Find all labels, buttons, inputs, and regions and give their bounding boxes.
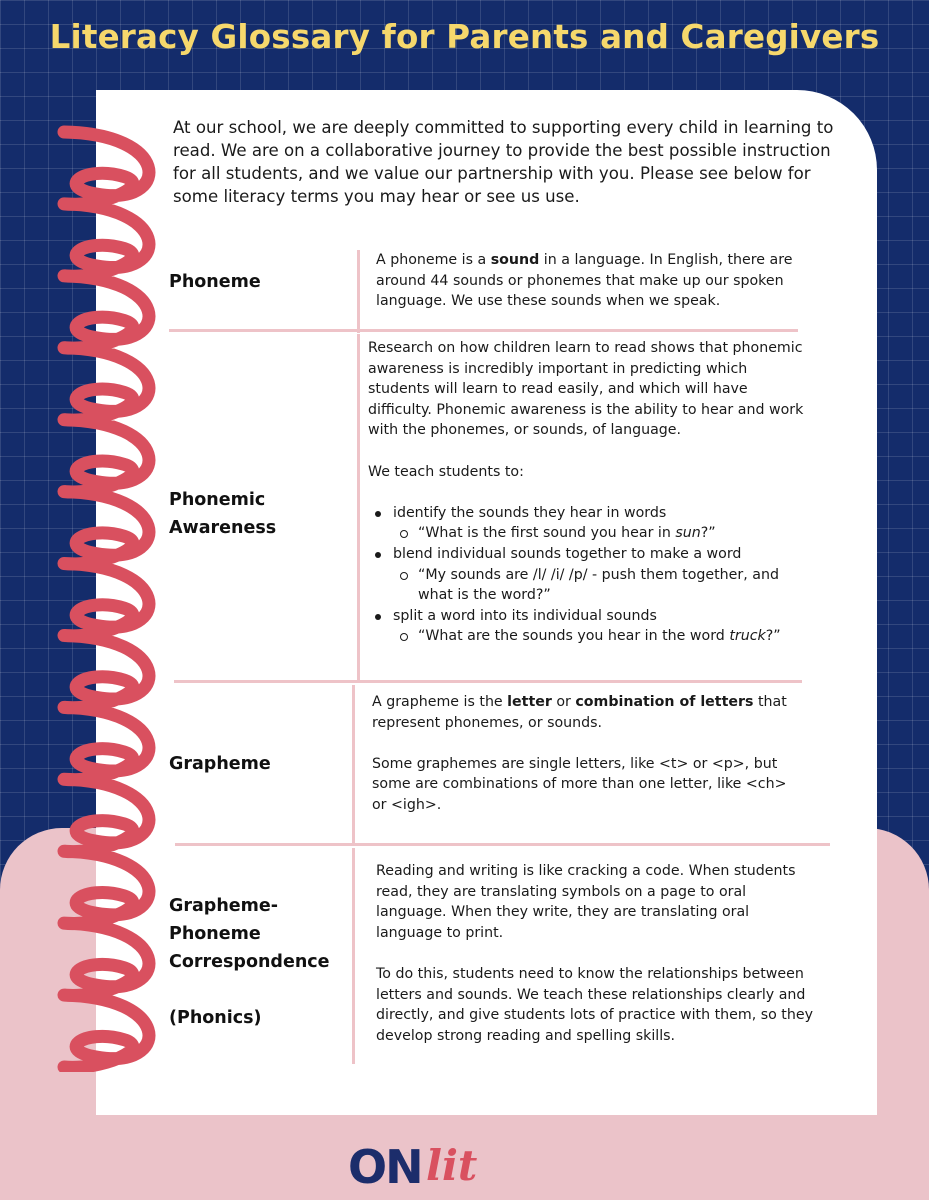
column-divider bbox=[357, 334, 360, 680]
term-phoneme: Phoneme bbox=[169, 272, 261, 292]
list-subitem: “My sounds are /l/ /i/ /p/ - push them together, and what is the word?” bbox=[368, 565, 788, 606]
term-grapheme: Grapheme bbox=[169, 754, 271, 774]
intro-paragraph: At our school, we are deeply committed to supporting every child in learning to read. We are on a collaborative journey to provide the best possible instruction for all students, and we value our partnership with you. Please see below for some literacy terms you may hear or see us use. bbox=[173, 118, 834, 206]
row-divider bbox=[169, 329, 798, 332]
row-divider bbox=[175, 843, 830, 846]
spiral-binding-decoration bbox=[44, 122, 174, 1072]
definition-phoneme: A phoneme is a sound in a language. In English, there are around 44 sounds or phonemes that make up our spoken language. We use these sounds when we speak. bbox=[376, 252, 793, 310]
term-phonemic-awareness: Phonemic Awareness bbox=[169, 490, 277, 538]
bold-word: sound bbox=[490, 252, 540, 268]
svg-text:lit: lit bbox=[425, 1142, 477, 1188]
page-title: Literacy Glossary for Parents and Caregivers bbox=[49, 18, 880, 56]
list-item: split a word into its individual sounds bbox=[368, 606, 808, 627]
row-divider bbox=[174, 680, 802, 683]
definition-phonemic-awareness: Research on how children learn to read shows that phonemic awareness is incredibly important in predicting which students will learn to read easily, and which will have difficulty. Phonemic awareness is the ability to hear and work with the phonemes, or sounds, of language. We teach students to: identify the sounds they hear in words “What is the first sound you hear in sun?” blend individual sounds together to make a word “My sounds are /l/ /i/ /p/ - push them together, and what is the word?” split a word into its individual sounds “What are the sounds you hear in the word truck?” bbox=[368, 338, 808, 647]
term-phonics: (Phonics) bbox=[169, 1008, 262, 1028]
spiral-ribbon bbox=[64, 132, 149, 1067]
definition-grapheme-phoneme-correspondence: Reading and writing is like cracking a code. When students read, they are translating symbols on a page to oral language. When they write, they are translating oral language to print. To do this, students need to know the relationships between letters and sounds. We teach these relationships clearly and directly, and give students lots of practice with them, so they develop strong reading and spelling skills. bbox=[376, 863, 813, 1044]
logo-on-text: ON bbox=[348, 1140, 422, 1194]
list-subitem: “What are the sounds you hear in the word truck?” bbox=[368, 626, 808, 647]
column-divider bbox=[352, 685, 355, 843]
logo-lit-script bbox=[424, 1142, 504, 1188]
term-grapheme-phoneme-correspondence: Grapheme- Phoneme Correspondence (Phonics) bbox=[169, 892, 351, 1032]
column-divider bbox=[352, 848, 355, 1064]
list-subitem: “What is the first sound you hear in sun?” bbox=[368, 523, 808, 544]
teaching-list bbox=[368, 503, 808, 647]
definition-grapheme: A grapheme is the letter or combination of letters that represent phonemes, or sounds. Some graphemes are single letters, like <t> or <p>, but some are combinations of more than one letter, like <ch> or <igh>. bbox=[372, 694, 787, 813]
list-item: identify the sounds they hear in words bbox=[368, 503, 808, 524]
column-divider bbox=[357, 250, 360, 333]
onlit-logo bbox=[348, 1132, 504, 1192]
list-item: blend individual sounds together to make a word bbox=[368, 544, 808, 565]
